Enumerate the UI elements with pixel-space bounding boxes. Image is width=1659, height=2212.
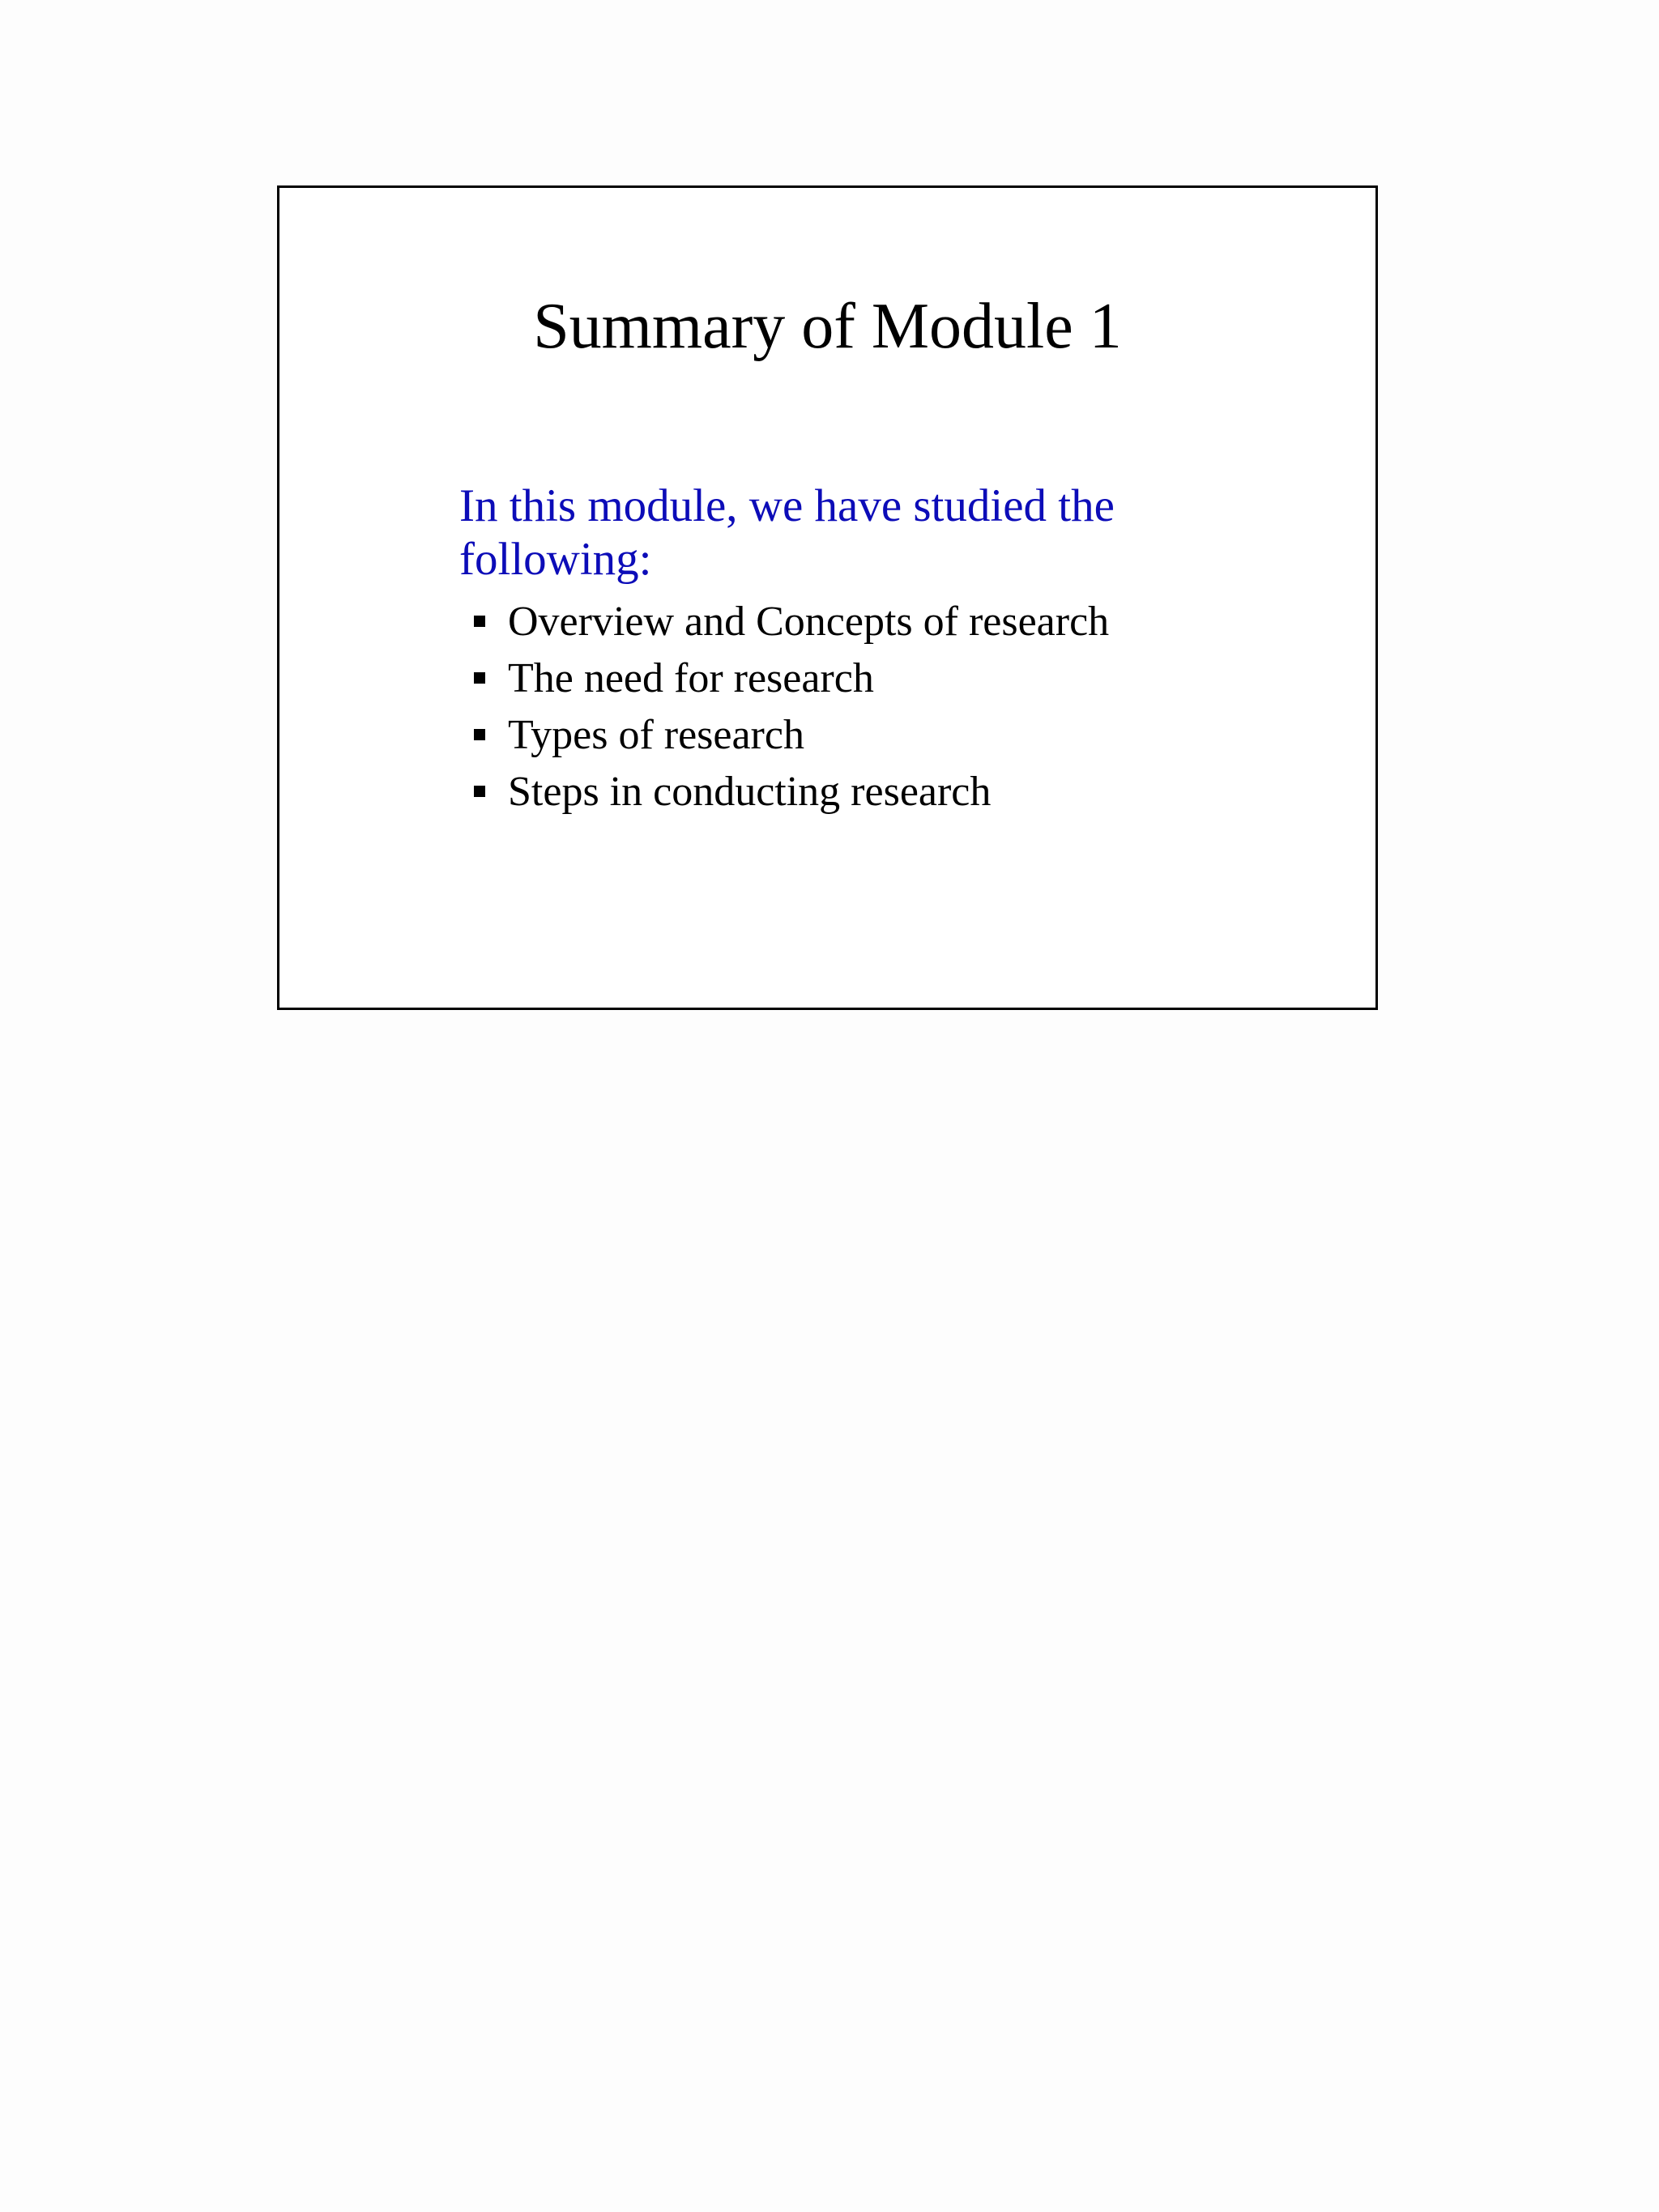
square-bullet-icon [474, 786, 485, 797]
bullet-text: Steps in conducting research [508, 768, 992, 815]
list-item [474, 706, 1109, 763]
square-bullet-icon [474, 672, 485, 684]
list-item [474, 650, 1109, 706]
bullet-text: The need for research [508, 654, 874, 701]
square-bullet-icon [474, 616, 485, 627]
square-bullet-icon [474, 729, 485, 740]
bullet-list [474, 593, 1109, 820]
slide-frame [277, 185, 1378, 1010]
intro-text: In this module, we have studied the following: [459, 480, 1115, 585]
slide-title: Summary of Module 1 [533, 291, 1122, 362]
list-item [474, 593, 1109, 650]
list-item [474, 763, 1109, 820]
bullet-text: Types of research [508, 711, 804, 758]
bullet-text: Overview and Concepts of research [508, 598, 1110, 645]
